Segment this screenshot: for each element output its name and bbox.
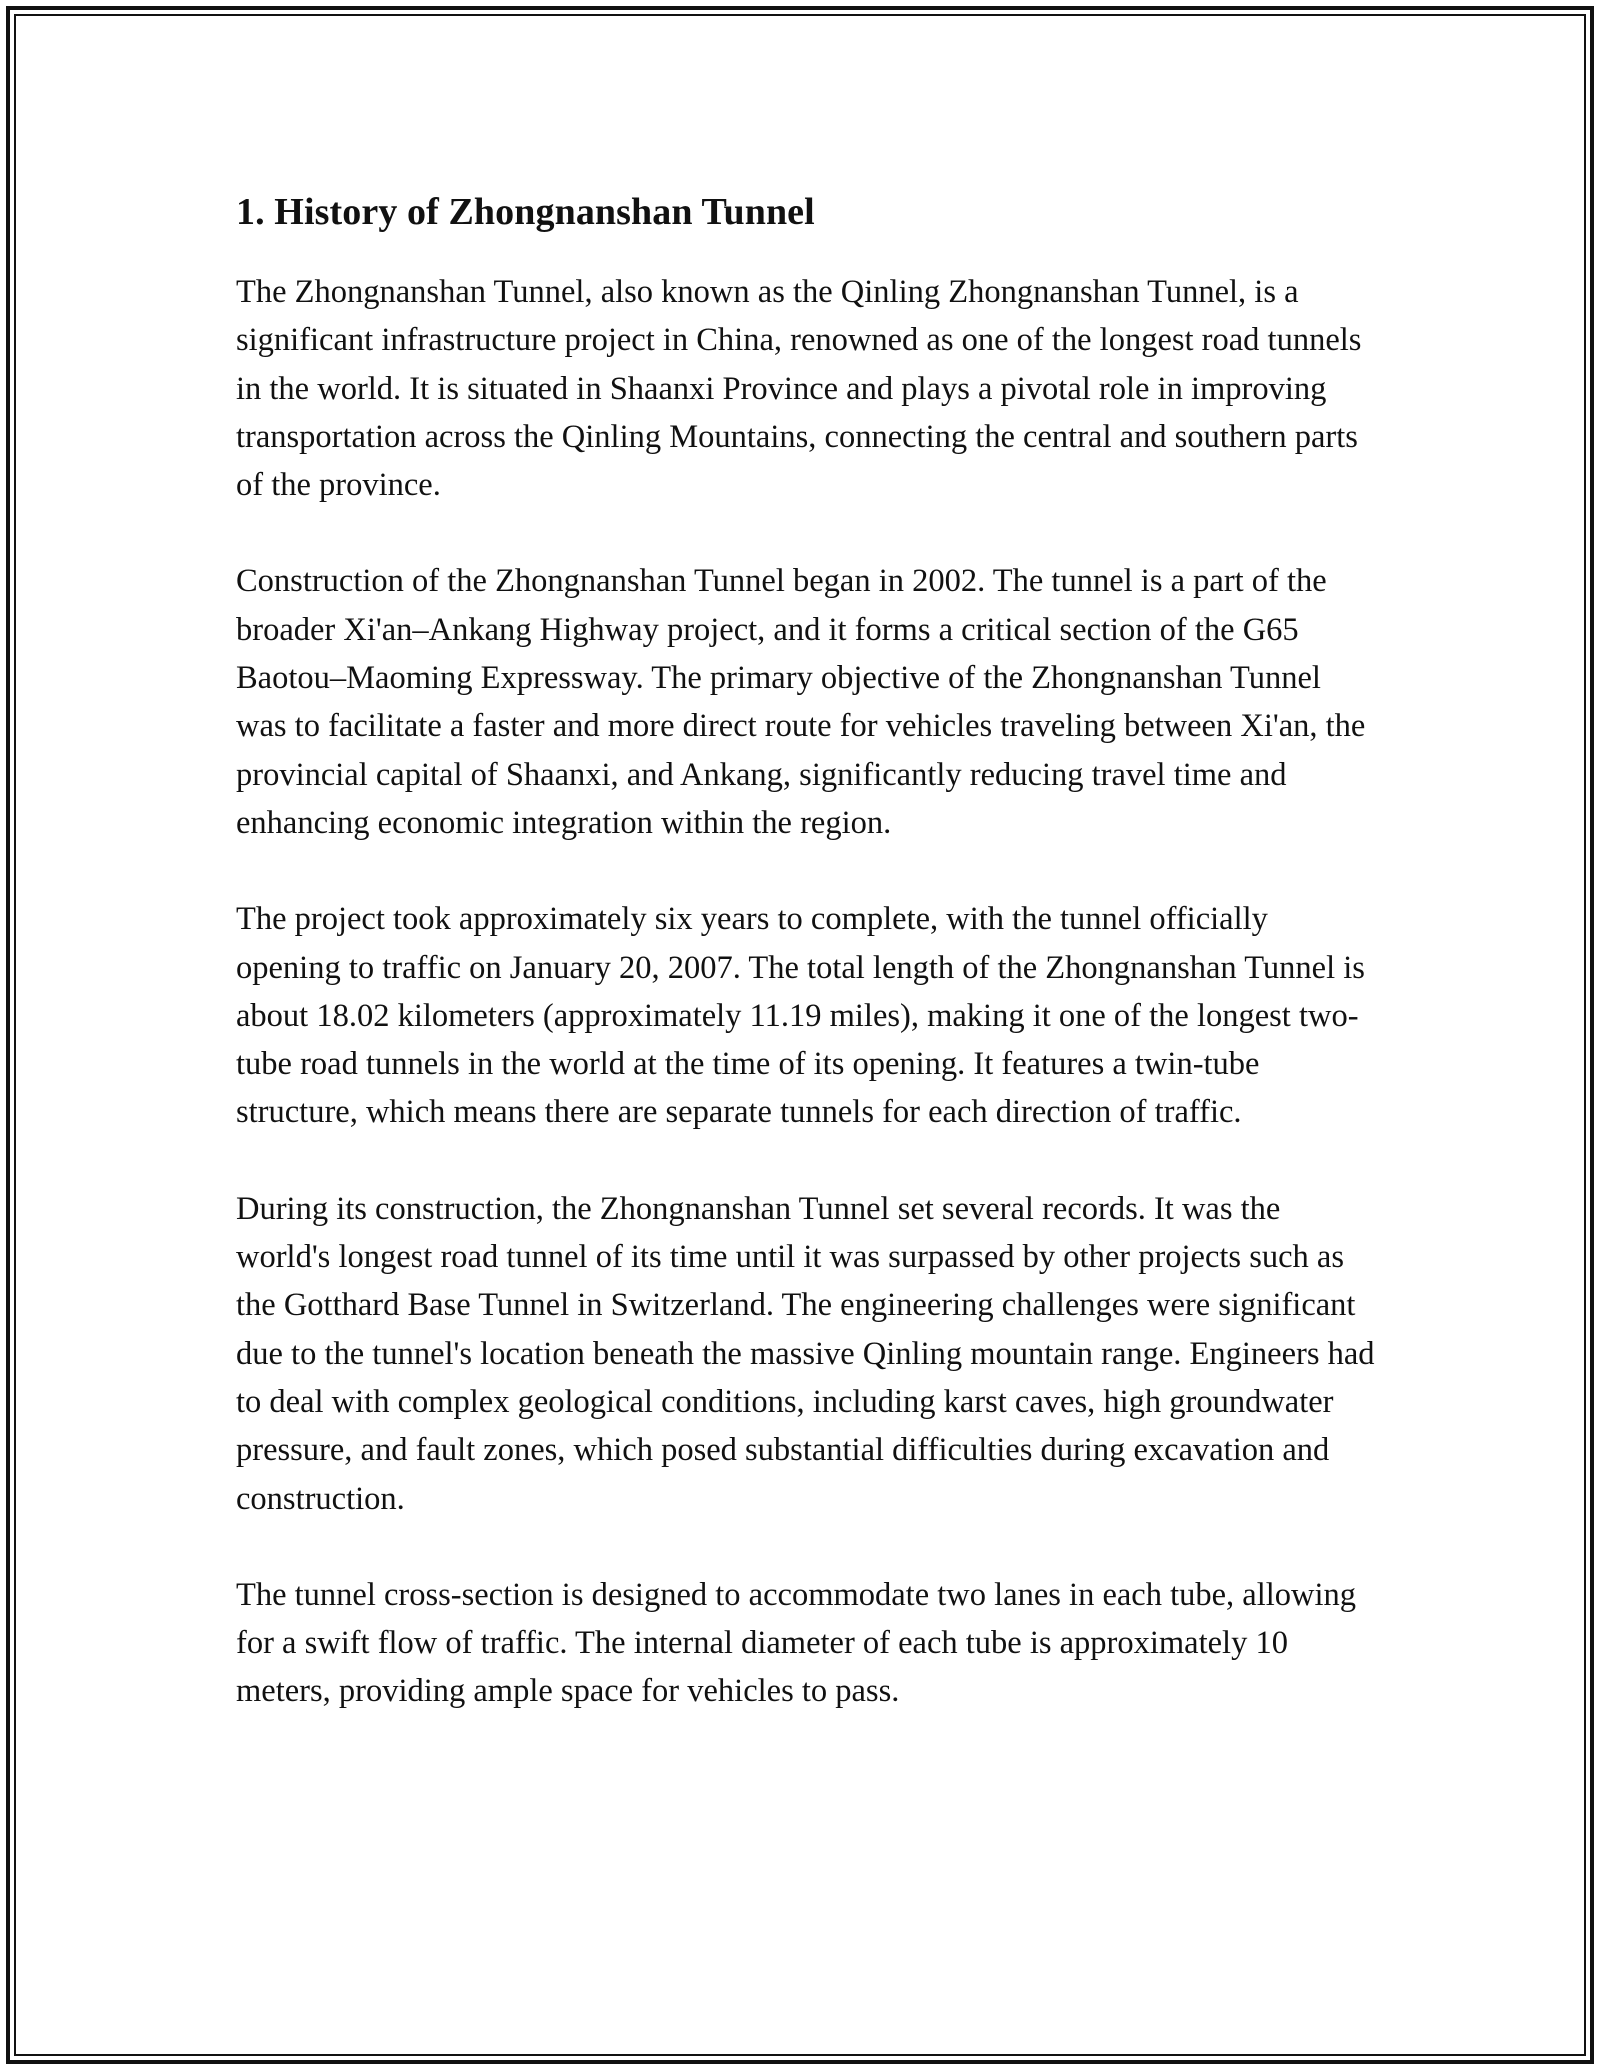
section-heading: 1. History of Zhongnanshan Tunnel	[236, 191, 815, 233]
paragraph-construction: Construction of the Zhongnanshan Tunnel began in 2002. The tunnel is a part of the broader Xi'an–Ankang Highway project, and it forms a critical section of the G65 Baotou–Maoming Expressway. The primary objective of the Zhongnanshan Tunnel was to facilitate a faster and more direct route for vehicles traveling between Xi'an, the provincial capital of Shaanxi, and Ankang, significantly reducing travel time and enhancing economic integration within the region.	[236, 563, 1366, 841]
paragraph-completion: The project took approximately six years to complete, with the tunnel officially opening to traffic on January 20, 2007. The total length of the Zhongnanshan Tunnel is about 18.02 kilometers (approximately 11.19 miles), making it one of the longest two-tube road tunnels in the world at the time of its opening. It features a twin-tube structure, which means there are separate tunnels for each direction of traffic.	[236, 901, 1365, 1131]
paragraph-records: During its construction, the Zhongnanshan Tunnel set several records. It was the world's longest road tunnel of its time until it was surpassed by other projects such as the Gotthard Base Tunnel in Switzerland. The engineering challenges were significant due to the tunnel's location beneath the massive Qinling mountain range. Engineers had to deal with complex geological conditions, including karst caves, high groundwater pressure, and fault zones, which posed substantial difficulties during excavation and construction.	[236, 1190, 1375, 1517]
document-body	[236, 186, 1376, 1716]
paragraph-cross-section: The tunnel cross-section is designed to accommodate two lanes in each tube, allowing for a swift flow of traffic. The internal diameter of each tube is approximately 10 meters, providing ample space for vehicles to pass.	[236, 1576, 1357, 1710]
paragraph-intro: The Zhongnanshan Tunnel, also known as the Qinling Zhongnanshan Tunnel, is a significant infrastructure project in China, renowned as one of the longest road tunnels in the world. It is situated in Shaanxi Province and plays a pivotal role in improving transportation across the Qinling Mountains, connecting the central and southern parts of the province.	[236, 274, 1362, 504]
